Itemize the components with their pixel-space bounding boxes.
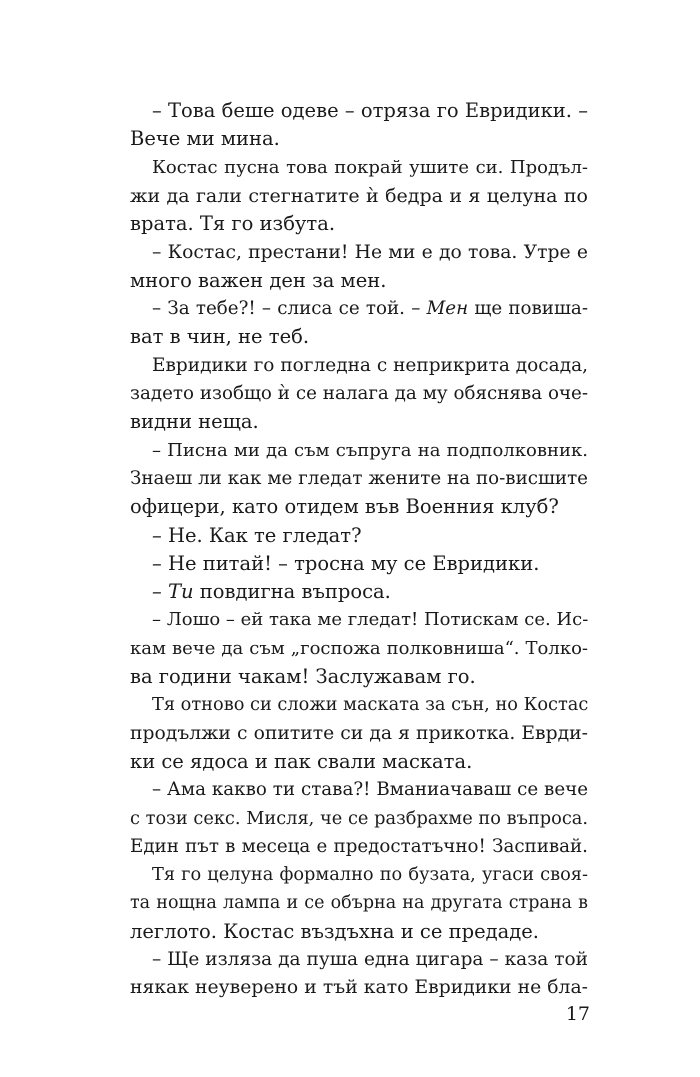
text-line: много важен ден за мен.	[130, 268, 387, 292]
text-line: с този секс. Мисля, че се разбрахме по въпроса.	[130, 808, 588, 829]
text-line: Тя го целуна формално по бузата, угаси своя-	[152, 865, 588, 886]
text-line: – Ще изляза да пуша една цигара – каза той	[152, 949, 588, 970]
text-line: – Лошо – ей така ме гледат! Потискам се. Ис-	[152, 609, 589, 631]
text-line: кам вече да съм „госпожа полковниша“. Толко-	[130, 637, 588, 659]
text-line: врата. Тя го избута.	[130, 212, 336, 236]
text-line: Тя отново си сложи маската за сън, но Костас	[152, 695, 589, 716]
text-segment: – За тебе?! – слиса се той. –	[152, 298, 427, 320]
text-segment: повдигна въпроса.	[193, 580, 391, 604]
text-line: Вече ми мина.	[130, 127, 280, 151]
italic-word: Мен	[426, 298, 469, 320]
text-line: Един път в месеца е предостатъчно! Заспивай.	[130, 835, 588, 857]
text-line: ва години чакам! Заслужавам го.	[130, 665, 476, 688]
text-line: – Не. Как те гледат?	[152, 523, 362, 547]
text-line: някак неуверено и тъй като Евридики не бла-	[130, 977, 588, 999]
text-line: Знаеш ли как ме гледат жените на по-висшите	[130, 467, 588, 489]
italic-word: Ти	[167, 580, 194, 604]
text-line: – Писна ми да съм съпруга на подполковник.	[152, 439, 588, 461]
text-segment: –	[152, 580, 168, 604]
text-line	[130, 295, 588, 323]
text-line: жи да гали стегнатите ѝ бедра и я целуна по	[130, 184, 588, 207]
text-line: Костас пусна това покрай ушите си. Продъл-	[152, 156, 588, 178]
text-line: леглото. Костас въздъхна и се предаде.	[130, 919, 539, 943]
text-line: – Това беше одеве – отряза го Евридики. –	[152, 99, 588, 122]
text-line: офицери, като отидем във Военния клуб?	[130, 495, 559, 519]
text-line: – Не питай! – тросна му се Евридики.	[152, 551, 540, 575]
text-line: ват в чин, не теб.	[130, 325, 310, 349]
text-line: видни неща.	[130, 410, 259, 434]
page-number: 17	[565, 1003, 590, 1025]
text-line: задето изобщо ѝ се налага да му обяснява оче-	[130, 383, 588, 404]
text-line: – Костас, престани! Не ми е до това. Утре е	[152, 241, 588, 263]
text-line: Евридики го погледна с неприкрита досада,	[152, 354, 588, 376]
text-line: ки се ядоса и пак свали маската.	[130, 749, 473, 773]
text-line: – Ама какво ти става?! Вманиачаваш се вече	[152, 779, 588, 801]
text-segment: ще повиша-	[468, 298, 588, 320]
text-line: продължи с опитите си да я прикотка. Еврди-	[130, 722, 588, 744]
text-line: та нощна лампа и се обърна на другата страна в	[130, 893, 588, 914]
text-line	[130, 578, 588, 606]
